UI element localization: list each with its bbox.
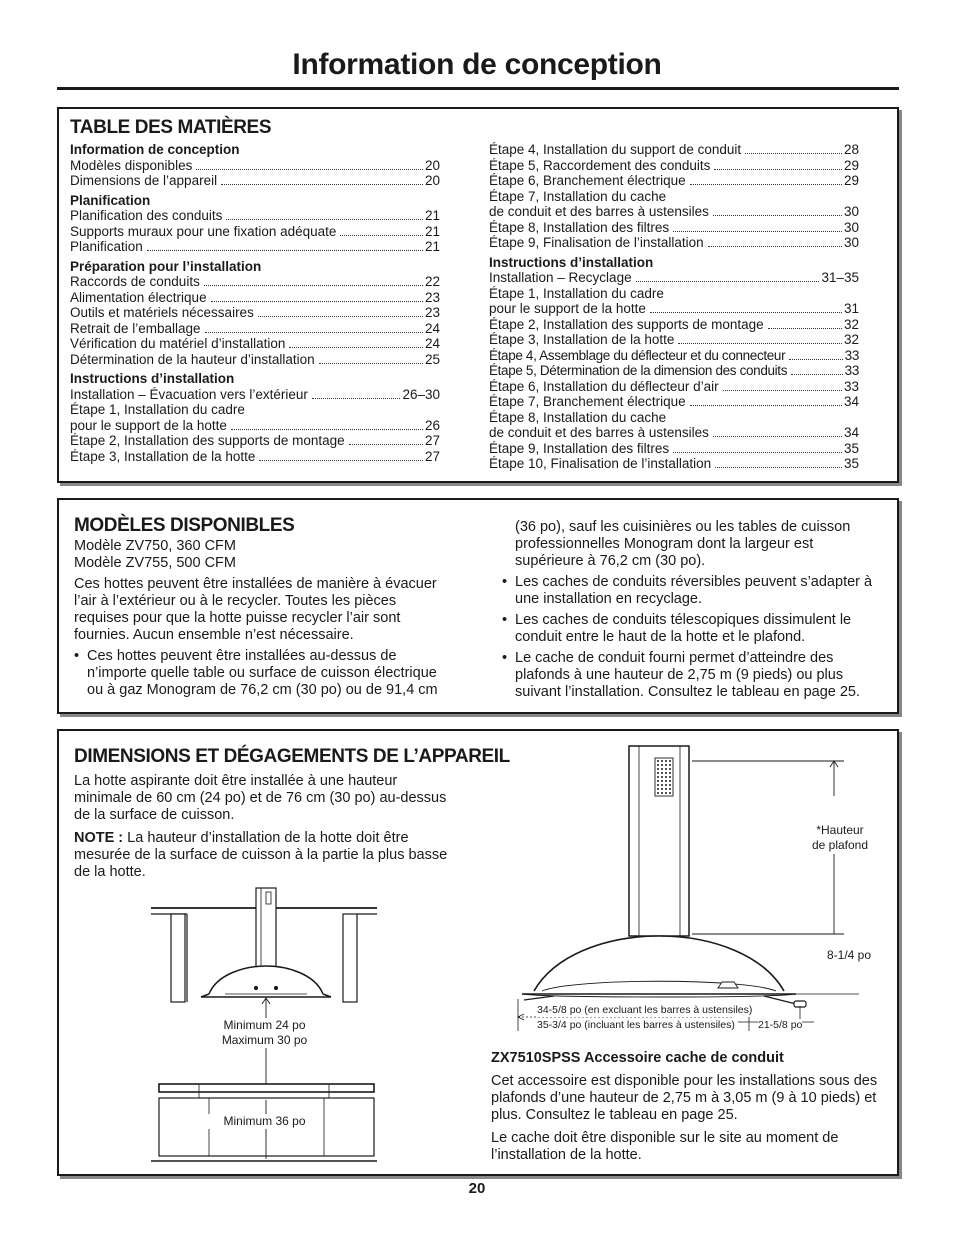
- grille-hole: [665, 764, 667, 766]
- toc-group-title: Planification: [70, 192, 151, 208]
- front-depth-label: 21-5/8 po: [758, 1019, 803, 1031]
- accessory-title: ZX7510SPSS Accessoire cache de conduit: [491, 1050, 784, 1066]
- toc-entry[interactable]: Planification 21: [70, 239, 440, 254]
- toc-entry[interactable]: Étape 10, Finalisation de l’installation 35: [489, 456, 859, 471]
- toc-entry[interactable]: Étape 9, Installation des filtres 35: [489, 440, 859, 456]
- grille-hole: [669, 776, 671, 778]
- grille-hole: [661, 776, 663, 778]
- width-including-bars-label: 35-3/4 po (incluant les barres à ustensiles): [537, 1019, 735, 1031]
- cooktop-height-label: Minimum 36 po: [207, 1114, 322, 1129]
- grille-hole: [669, 760, 671, 762]
- toc-column-left: [70, 142, 440, 464]
- toc-entry[interactable]: Planification des conduits 21: [70, 208, 440, 223]
- bullet-item: • Les caches de conduits télescopiques dissimulent le conduit entre le haut de la hotte et le plafond.: [502, 612, 882, 646]
- toc-entry[interactable]: Installation – Évacuation vers l’extérieur 26–30: [70, 386, 440, 402]
- grille-hole: [665, 760, 667, 762]
- page-title: Information de conception: [292, 48, 662, 81]
- toc-entry-heading: Étape 1, Installation du cadre: [489, 285, 664, 301]
- toc-entry[interactable]: Étape 7, Branchement électrique 34: [489, 394, 859, 409]
- toc-entry[interactable]: Dimensions de l’appareil 20: [70, 173, 440, 188]
- dimensions-note: [74, 830, 459, 881]
- grille-hole: [657, 760, 659, 762]
- toc-entry[interactable]: de conduit et des barres à ustensiles 30: [489, 204, 859, 219]
- grille-hole: [669, 784, 671, 786]
- toc-entry[interactable]: pour le support de la hotte 26: [70, 417, 440, 433]
- ceiling-height-label: *Hauteur de plafond: [795, 823, 885, 853]
- toc-box: [57, 107, 899, 483]
- depth-dimension-label: 8-1/4 po: [827, 948, 872, 962]
- toc-group-title: Préparation pour l’installation: [70, 258, 262, 274]
- countertop: [159, 1084, 374, 1092]
- grille-hole: [657, 780, 659, 782]
- toc-entry[interactable]: Supports muraux pour une fixation adéquate 21: [70, 223, 440, 239]
- grille-hole: [665, 772, 667, 774]
- toc-heading: TABLE DES MATIÈRES: [70, 117, 272, 138]
- toc-entry-heading: Étape 1, Installation du cadre: [70, 402, 245, 417]
- grille-hole: [669, 772, 671, 774]
- toc-entry[interactable]: Étape 6, Installation du déflecteur d’air 33: [489, 378, 859, 394]
- grille-hole: [661, 768, 663, 770]
- bullet-item: • Ces hottes peuvent être installées au-dessus de n’importe quelle table ou surface de cuisson électrique ou à gaz Monogram de 76,2 cm (30 po) ou de 91,4 cm: [74, 648, 454, 699]
- toc-entry[interactable]: Étape 3, Installation de la hotte 27: [70, 448, 440, 464]
- accessory-paragraph: Le cache doit être disponible sur le site au moment de l’installation de la hotte.: [491, 1130, 839, 1163]
- right-cabinet: [343, 914, 357, 1002]
- grille-hole: [657, 784, 659, 786]
- title-rule: [57, 87, 899, 90]
- grille-hole: [661, 780, 663, 782]
- grille-hole: [661, 788, 663, 790]
- toc-entry[interactable]: Étape 4, Installation du support de conduit 28: [489, 142, 859, 157]
- toc-entry[interactable]: Étape 8, Installation des filtres 30: [489, 219, 859, 235]
- dimensions-heading: DIMENSIONS ET DÉGAGEMENTS DE L’APPAREIL: [74, 746, 510, 767]
- grille-hole: [661, 760, 663, 762]
- grille-hole: [665, 784, 667, 786]
- grille-hole: [657, 776, 659, 778]
- toc-entry[interactable]: Installation – Recyclage 31–35: [489, 270, 859, 285]
- accessory-text: [491, 1050, 891, 1168]
- hood-canopy: [534, 936, 784, 991]
- toc-group-title: Instructions d’installation: [489, 254, 654, 270]
- grille-hole: [665, 792, 667, 794]
- toc-entry[interactable]: Retrait de l’emballage 24: [70, 320, 440, 336]
- models-left-column: [74, 538, 454, 703]
- toc-group-title: Instructions d’installation: [70, 371, 235, 386]
- grille-hole: [665, 776, 667, 778]
- dimensions-box: [57, 729, 899, 1176]
- toc-entry-heading: Étape 8, Installation du cache: [489, 409, 667, 425]
- toc-entry-heading: Étape 7, Installation du cache: [489, 188, 667, 204]
- toc-entry[interactable]: Modèles disponibles 20: [70, 157, 440, 173]
- toc-entry[interactable]: Raccords de conduits 22: [70, 274, 440, 289]
- toc-entry[interactable]: Étape 2, Installation des supports de montage 27: [70, 433, 440, 448]
- toc-entry[interactable]: Étape 6, Branchement électrique 29: [489, 173, 859, 188]
- model-line: Modèle ZV755, 500 CFM: [74, 555, 236, 571]
- toc-entry[interactable]: Étape 5, Détermination de la dimension des conduits 33: [489, 363, 859, 378]
- models-heading: MODÈLES DISPONIBLES: [74, 515, 295, 536]
- toc-entry[interactable]: Détermination de la hauteur d’installation 25: [70, 351, 440, 367]
- note-label: NOTE :: [74, 830, 124, 846]
- models-right-column: [502, 519, 882, 705]
- grille-hole: [657, 768, 659, 770]
- toc-entry[interactable]: Étape 2, Installation des supports de montage 32: [489, 316, 859, 332]
- grille-hole: [657, 788, 659, 790]
- grille-hole: [669, 768, 671, 770]
- dimensions-text: [74, 773, 459, 885]
- grille-hole: [661, 764, 663, 766]
- hood-front-diagram: [514, 746, 884, 1046]
- left-cabinet: [171, 914, 185, 1002]
- toc-group-title: Information de conception: [70, 142, 240, 157]
- toc-entry[interactable]: Étape 9, Finalisation de l’installation 30: [489, 235, 859, 250]
- toc-entry[interactable]: Étape 4, Assemblage du déflecteur et du connecteur 33: [489, 347, 859, 363]
- width-excluding-bars-label: 34-5/8 po (en excluant les barres à ustensiles): [537, 1004, 753, 1016]
- toc-entry[interactable]: Outils et matériels nécessaires 23: [70, 305, 440, 320]
- grille-hole: [657, 792, 659, 794]
- bullet-item: • Le cache de conduit fourni permet d’atteindre des plafonds à une hauteur de 2,75 m (9 pieds) ou plus suivant l’installation. Consultez le tableau en page 25.: [502, 650, 882, 701]
- page-number: 20: [468, 1180, 486, 1197]
- grille-hole: [657, 764, 659, 766]
- toc-entry[interactable]: Étape 5, Raccordement des conduits 29: [489, 157, 859, 173]
- grille-hole: [669, 764, 671, 766]
- toc-entry[interactable]: Vérification du matériel d’installation 24: [70, 336, 440, 351]
- toc-entry[interactable]: pour le support de la hotte 31: [489, 301, 859, 316]
- dimensions-paragraph: La hotte aspirante doit être installée à une hauteur minimale de 60 cm (24 po) et de 76 cm (30 po) au-dessus de la surface de cuisson.: [74, 773, 447, 823]
- toc-entry[interactable]: Alimentation électrique 23: [70, 289, 440, 305]
- hood-canopy: [209, 966, 323, 994]
- accessory-paragraph: Cet accessoire est disponible pour les installations sous des plafonds d’une hauteur de 2,75 m à 3,05 m (9 à 10 pieds) et plus. Consultez le tableau en page 25.: [491, 1073, 878, 1123]
- hood-height-label: Minimum 24 po Maximum 30 po: [207, 1018, 322, 1048]
- models-intro: Ces hottes peuvent être installées de manière à évacuer l’air à l’extérieur ou à le recycler. Toutes les pièces requises pour que la hotte puisse recycler l’air sont fournies. Aucun ensemble n’est nécessaire.: [74, 576, 437, 643]
- grille-hole: [669, 780, 671, 782]
- bullet-continuation: (36 po), sauf les cuisinières ou les tables de cuisson professionnelles Monogram dont la largeur est supérieure à 76,2 cm (30 po).: [515, 519, 851, 569]
- toc-column-right: [489, 142, 859, 472]
- grille-hole: [661, 784, 663, 786]
- grille-hole: [665, 768, 667, 770]
- grille-hole: [665, 780, 667, 782]
- grille-hole: [669, 792, 671, 794]
- note-text: La hauteur d’installation de la hotte doit être mesurée de la surface de cuisson à la partie la plus basse de la hotte.: [74, 830, 448, 880]
- grille-hole: [657, 772, 659, 774]
- grille-hole: [661, 792, 663, 794]
- toc-entry[interactable]: de conduit et des barres à ustensiles 34: [489, 425, 859, 440]
- grille-hole: [665, 788, 667, 790]
- grille-hole: [669, 788, 671, 790]
- models-box: [57, 498, 899, 714]
- grille-hole: [661, 772, 663, 774]
- toc-entry[interactable]: Étape 3, Installation de la hotte 32: [489, 332, 859, 347]
- bullet-item: • Les caches de conduits réversibles peuvent s’adapter à une installation en recyclage.: [502, 574, 882, 608]
- model-line: Modèle ZV750, 360 CFM: [74, 538, 236, 554]
